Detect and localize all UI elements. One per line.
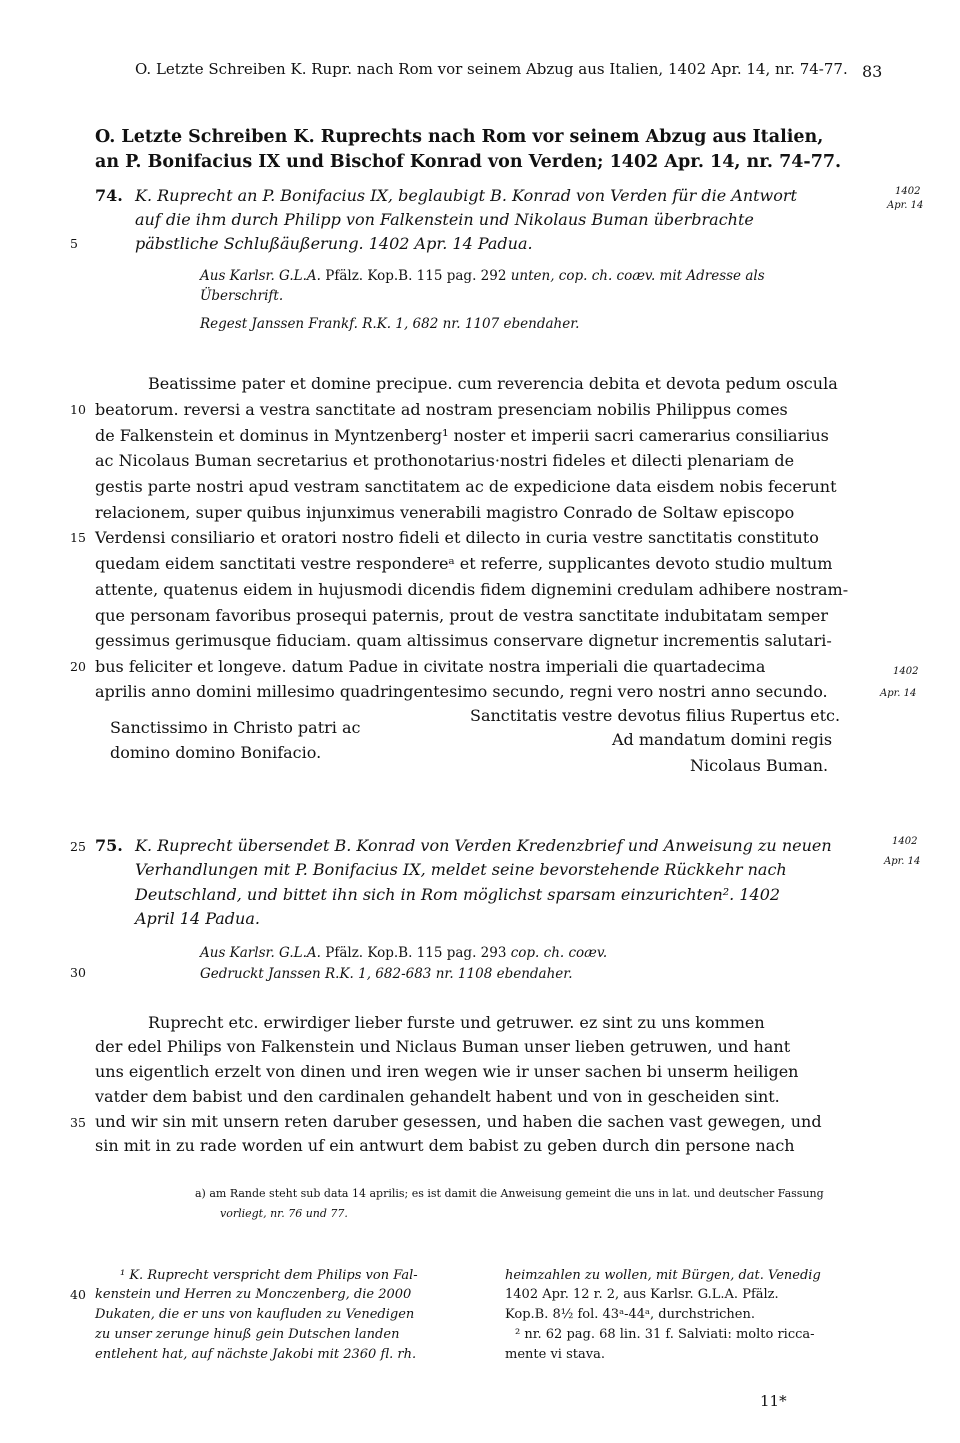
page-number: 83 (862, 62, 883, 81)
margin-date-year: 1402 (893, 666, 919, 677)
doc-75-text-line: sin mit in zu rade worden uf ein antwurt dem babist zu geben durch din persone nach (95, 1136, 795, 1155)
margin-date-year: 1402 (892, 836, 918, 847)
doc-74-text-line: aprilis anno domini millesimo quadringentesimo secundo, regni vero nostri anno secundo. (95, 682, 828, 701)
doc-74-source-line: Regest Janssen Frankf. R.K. 1, 682 nr. 1107 ebendaher. (200, 316, 580, 332)
footnote-left-line: kenstein und Herren zu Monczenberg, die 2000 (95, 1287, 412, 1302)
doc-75-text-line: vatder dem babist und den cardinalen gehandelt habent und von in gescheiden sint. (95, 1087, 780, 1106)
footnote-right-line: 1402 Apr. 12 r. 2, aus Karlsr. G.L.A. Pfälz. (505, 1287, 779, 1302)
signature-line: Sanctitatis vestre devotus filius Rupertus etc. (470, 706, 841, 725)
doc-74-text-line: quedam eidem sanctitati vestre respondereᵃ et referre, supplicantes devoto studio multum (95, 554, 833, 573)
doc-74-number: 74. (95, 186, 123, 205)
doc-74-text-line: beatorum. reversi a vestra sanctitate ad nostram presenciam nobilis Philippus comes (95, 400, 788, 419)
address-line: Sanctissimo in Christo patri ac (110, 718, 361, 737)
doc-74-text-line: gessimus gerimusque fiduciam. quam altissimus conservare dignetur incrementis salutari- (95, 631, 832, 650)
signature-line: Nicolaus Buman. (690, 756, 829, 775)
doc-75-regest-line: Deutschland, und bittet ihn sich in Rom möglichst sparsam einzurichten². 1402 (135, 885, 781, 904)
margin-date-day: Apr. 14 (884, 856, 921, 867)
section-heading-line-2: an P. Bonifacius IX und Bischof Konrad von Verden; 1402 Apr. 14, nr. 74-77. (95, 152, 842, 172)
doc-74-text-line: que personam favoribus prosequi paternis, prout de vestra sanctitate indubitatam semper (95, 606, 829, 625)
margin-date-day: Apr. 14 (880, 688, 917, 699)
footnote-left-line: zu unser zerunge hinuß gein Dutschen landen (95, 1327, 400, 1342)
doc-75-text-line: und wir sin mit unsern reten daruber gesessen, und haben die sachen vast gewegen, und (95, 1112, 822, 1131)
line-number: 30 (70, 965, 86, 980)
address-line: domino domino Bonifacio. (110, 743, 322, 762)
line-number: 5 (70, 236, 78, 251)
doc-75-regest-line: April 14 Padua. (135, 909, 260, 928)
doc-75-text-line: der edel Philips von Falkenstein und Niclaus Buman unser lieben getruwen, und hant (95, 1037, 791, 1056)
footnote-right-line: mente vi stava. (505, 1347, 605, 1362)
doc-74-text-line: gestis parte nostri apud vestram sanctitatem ac de expedicione data eisdem nobis fecerunt (95, 477, 837, 496)
doc-74-regest-line: päbstliche Schlußäußerung. 1402 Apr. 14 Padua. (135, 234, 533, 253)
section-heading-line-1: O. Letzte Schreiben K. Ruprechts nach Rom vor seinem Abzug aus Italien, (95, 127, 824, 147)
doc-74-text-line: bus feliciter et longeve. datum Padue in civitate nostra imperiali die quartadecima (95, 657, 766, 676)
doc-75-source-line: Aus Karlsr. G.L.A. Pfälz. Kop.B. 115 pag. 293 cop. ch. coæv. (200, 945, 608, 961)
doc-74-text-line: de Falkenstein et dominus in Myntzenberg¹ noster et imperii sacri camerarius consiliarius (95, 426, 829, 445)
footnote-right-line: Kop.B. 8½ fol. 43ᵃ-44ᵃ, durchstrichen. (505, 1307, 755, 1322)
footnote-left-line: entlehent hat, auf nächste Jakobi mit 2360 fl. rh. (95, 1347, 417, 1362)
doc-74-regest-line: auf die ihm durch Philipp von Falkenstein und Nikolaus Buman überbrachte (135, 210, 754, 229)
doc-74-text-line: relacionem, super quibus injunximus venerabili magistro Conrado de Soltaw episcopo (95, 503, 795, 522)
footnote-left-line: ¹ K. Ruprecht verspricht dem Philips von Fal- (120, 1268, 418, 1283)
doc-75-number: 75. (95, 836, 123, 855)
running-header: O. Letzte Schreiben K. Rupr. nach Rom vor seinem Abzug aus Italien, 1402 Apr. 14, nr. 74-77. (135, 60, 848, 78)
doc-74-source-line: Überschrift. (200, 288, 284, 304)
line-number: 40 (70, 1287, 86, 1302)
apparatus-note: a) am Rande steht sub data 14 aprilis; es ist damit die Anweisung gemeint die uns in lat. und deutscher Fassung (195, 1187, 824, 1200)
doc-75-regest-line: Verhandlungen mit P. Bonifacius IX, meldet seine bevorstehende Rückkehr nach (135, 860, 787, 879)
doc-75-text-line: Ruprecht etc. erwirdiger lieber furste und getruwer. ez sint zu uns kommen (148, 1013, 765, 1032)
footnote-left-line: Dukaten, die er uns von kaufluden zu Venedigen (95, 1307, 415, 1322)
footnote-right-line: heimzahlen zu wollen, mit Bürgen, dat. Venedig (505, 1268, 821, 1283)
line-number: 25 (70, 839, 86, 854)
doc-74-text-line: Verdensi consiliario et oratori nostro fideli et dilecto in curia vestre sanctitatis constituto (95, 528, 819, 547)
doc-74-text-line: ac Nicolaus Buman secretarius et prothonotarius·nostri fideles et dilecti plenariam de (95, 451, 795, 470)
apparatus-note: vorliegt, nr. 76 und 77. (220, 1207, 348, 1220)
line-number: 15 (70, 530, 86, 545)
doc-75-source-line: Gedruckt Janssen R.K. 1, 682-683 nr. 1108 ebendaher. (200, 966, 573, 982)
signature-mark: 11* (760, 1392, 787, 1410)
line-number: 10 (70, 402, 86, 417)
doc-74-text-line: attente, quatenus eidem in hujusmodi dicendis fidem dignemini credulam adhibere nostram- (95, 580, 849, 599)
margin-date-day: Apr. 14 (887, 200, 924, 211)
footnote-right-line: ² nr. 62 pag. 68 lin. 31 f. Salviati: molto ricca- (515, 1327, 815, 1342)
margin-date-year: 1402 (895, 186, 921, 197)
signature-line: Ad mandatum domini regis (612, 730, 833, 749)
doc-75-text-line: uns eigentlich erzelt von dinen und iren wegen wie ir unser sachen bi unserm heiligen (95, 1062, 799, 1081)
doc-74-source-line: Aus Karlsr. G.L.A. Pfälz. Kop.B. 115 pag. 292 unten, cop. ch. coæv. mit Adresse als (200, 268, 765, 284)
doc-74-regest-line: K. Ruprecht an P. Bonifacius IX, beglaubigt B. Konrad von Verden für die Antwort (135, 186, 797, 205)
line-number: 20 (70, 659, 86, 674)
line-number: 35 (70, 1115, 86, 1130)
doc-75-regest-line: K. Ruprecht übersendet B. Konrad von Verden Kredenzbrief und Anweisung zu neuen (135, 836, 832, 855)
doc-74-text-line: Beatissime pater et domine precipue. cum reverencia debita et devota pedum oscula (148, 374, 838, 393)
